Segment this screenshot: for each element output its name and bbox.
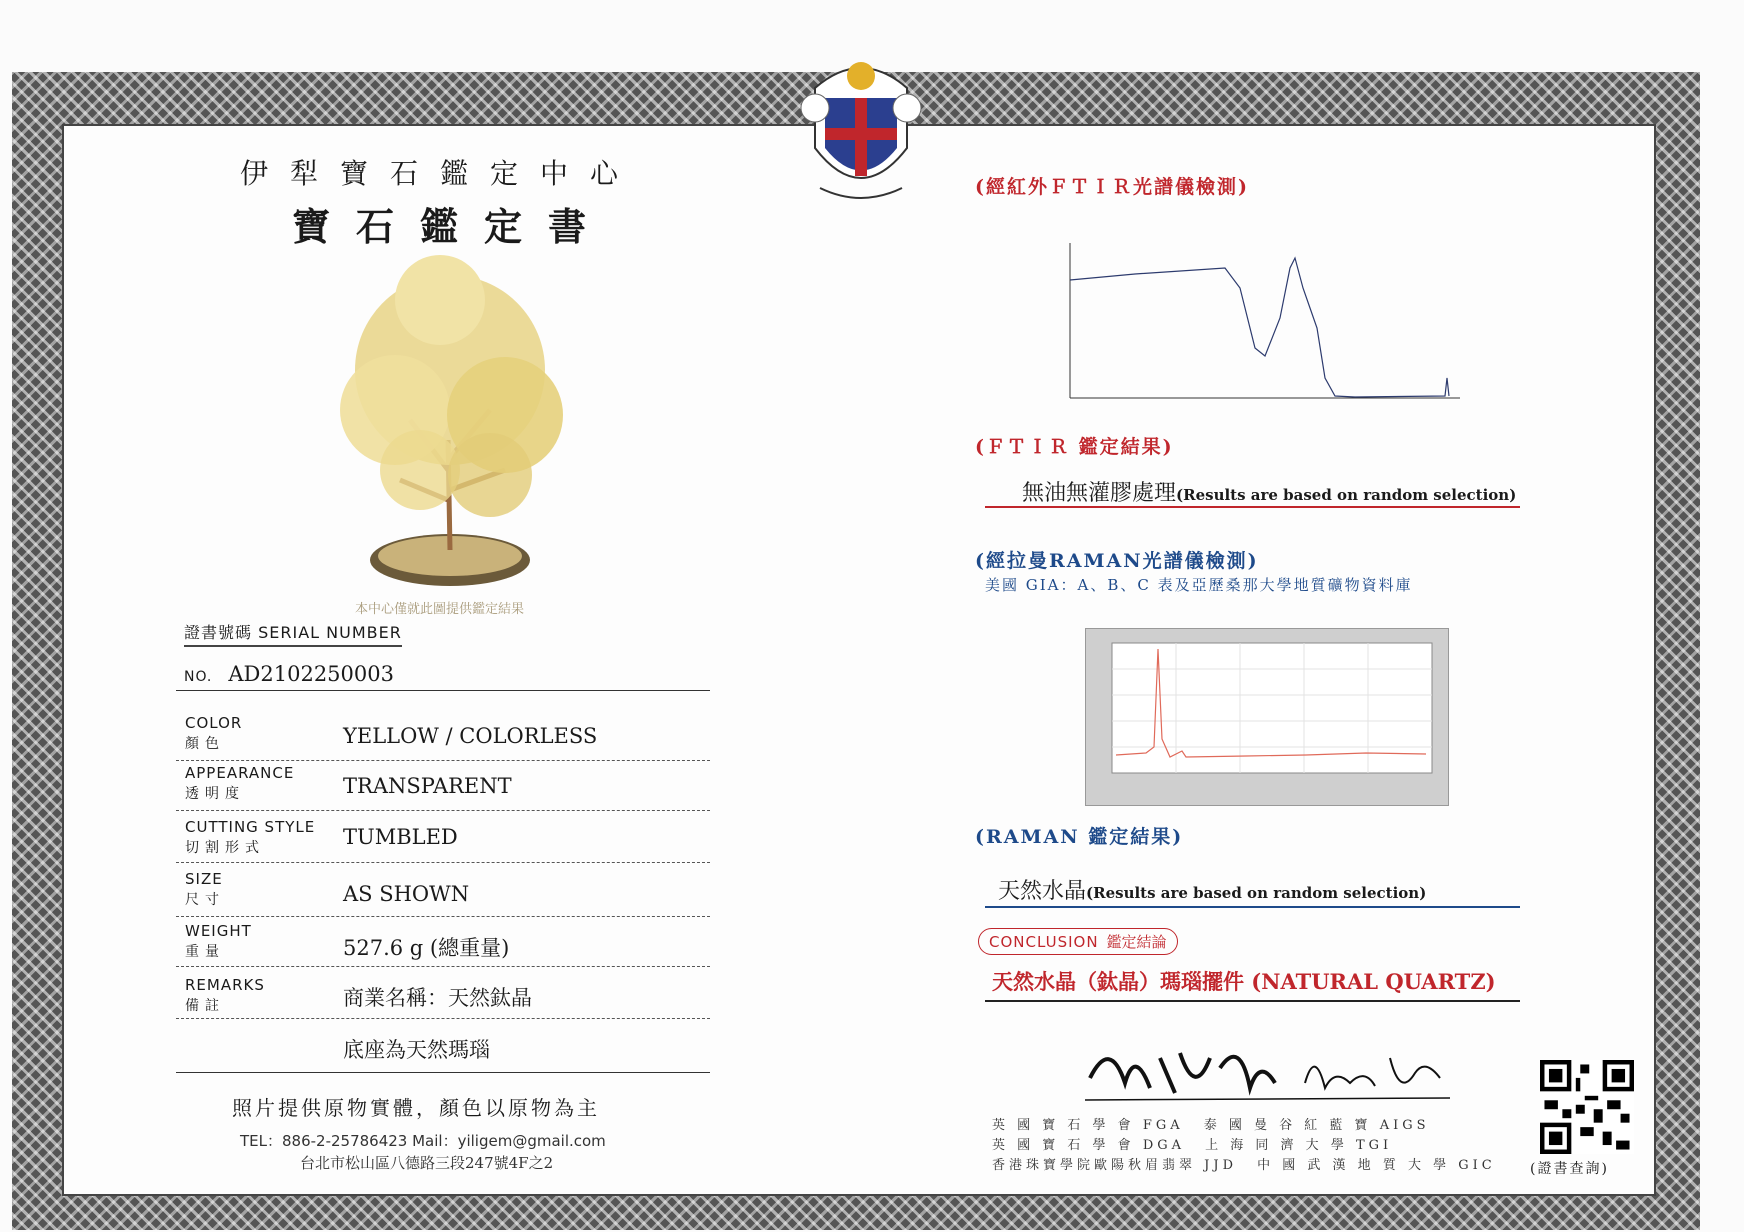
serial-value: AD2102250003 [228, 662, 394, 686]
ftir-result-note: (Results are based on random selection) [1176, 486, 1517, 504]
field-label-en: REMARKS [185, 976, 265, 994]
ftir-result-underline [985, 506, 1520, 508]
field-value: TUMBLED [343, 825, 458, 849]
conclusion-label-en: CONCLUSION [989, 933, 1099, 951]
photo-note: 照片提供原物實體，顏色以原物為主 [232, 1096, 600, 1120]
conclusion-label-zh: 鑑定結論 [1106, 933, 1167, 951]
serial-label: 證書號碼 SERIAL NUMBER [184, 620, 402, 647]
ftir-result-heading: (ＦＴＩＲ 鑑定結果) [975, 436, 1174, 458]
field-value: 商業名稱：天然鈦晶 [343, 986, 532, 1010]
field-label-zh: 顏色 [185, 736, 225, 752]
raman-result-underline [985, 906, 1520, 908]
ftir-heading: (經紅外ＦＴＩＲ光譜儀檢測) [975, 176, 1249, 198]
field-label-en: WEIGHT [185, 922, 252, 940]
field-value: YELLOW / COLORLESS [343, 724, 598, 748]
raman-result [998, 874, 1426, 905]
photo-caption: 本中心僅就此圖提供鑑定結果 [355, 602, 525, 617]
field-label-zh: 重量 [185, 944, 225, 960]
field-value: TRANSPARENT [343, 774, 512, 798]
field-label-en: APPEARANCE [185, 764, 295, 782]
divider [176, 760, 710, 761]
conclusion-value: 天然水晶（鈦晶）瑪瑙擺件 (NATURAL QUARTZ) [992, 969, 1496, 994]
raman-result-heading: (RAMAN 鑑定結果) [975, 826, 1184, 848]
field-label-zh: 備註 [185, 998, 225, 1014]
raman-result-note: (Results are based on random selection) [1086, 884, 1427, 902]
field-label-zh: 切割形式 [185, 840, 265, 856]
center-name: 伊犁寶石鑑定中心 [240, 157, 641, 190]
raman-spectrum-graph [1085, 628, 1449, 806]
qr-code[interactable] [1540, 1060, 1634, 1154]
raman-result-value: 天然水晶 [998, 879, 1087, 904]
field-value: 527.6 g (總重量) [343, 936, 510, 960]
divider [176, 862, 710, 863]
credentials-list [992, 1116, 1496, 1176]
credential-code: FGA [1142, 1118, 1184, 1133]
credential-right: 中 國 武 漢 地 質 大 學 [1257, 1158, 1451, 1173]
gemstone-tree-photo [300, 240, 600, 600]
ftir-spectrum-graph [1055, 238, 1465, 410]
credential-rcode: GIC [1458, 1158, 1496, 1173]
divider [176, 966, 710, 967]
address: 台北市松山區八德路三段247號4F之2 [300, 1154, 554, 1172]
credential-rcode: AIGS [1379, 1118, 1430, 1133]
divider [176, 1018, 710, 1019]
crest-logo [795, 48, 927, 210]
divider [176, 810, 710, 811]
credential-right: 上 海 同 濟 大 學 [1205, 1138, 1348, 1153]
credential-left: 香港珠寶學院歐陽秋眉翡翠 [992, 1158, 1197, 1173]
credential-left: 英 國 寶 石 學 會 [992, 1138, 1135, 1153]
conclusion-underline [985, 1000, 1520, 1002]
raman-sub: 美國 GIA：A、B、C 表及亞歷桑那大學地質礦物資料庫 [985, 576, 1413, 594]
credential-row [992, 1156, 1496, 1176]
no-label: NO. [184, 669, 213, 685]
field-label-zh: 透明度 [185, 786, 245, 802]
field-label-zh: 尺寸 [185, 892, 225, 908]
divider [176, 1072, 710, 1073]
credential-right: 泰 國 曼 谷 紅 藍 寶 [1203, 1118, 1372, 1133]
credential-row [992, 1116, 1496, 1136]
conclusion-label [978, 928, 1178, 955]
credential-code: JJD [1204, 1158, 1238, 1173]
credential-rcode: TGI [1355, 1138, 1393, 1153]
qr-label: (證書查詢) [1530, 1161, 1609, 1177]
ftir-result [1022, 476, 1516, 507]
field-value: AS SHOWN [343, 882, 470, 906]
remarks-extra: 底座為天然瑪瑙 [343, 1038, 490, 1062]
divider [176, 916, 710, 917]
handwritten-signature [1080, 1028, 1460, 1108]
serial-number [184, 662, 394, 686]
ftir-result-value: 無油無灌膠處理 [1022, 481, 1177, 506]
field-label-en: CUTTING STYLE [185, 818, 316, 836]
field-label-en: SIZE [185, 870, 223, 888]
credential-code: DGA [1142, 1138, 1186, 1153]
credential-left: 英 國 寶 石 學 會 [992, 1118, 1135, 1133]
contact-info: TEL：886-2-25786423 Mail：yiligem@gmail.com [240, 1132, 606, 1150]
raman-heading: (經拉曼RAMAN光譜儀檢測) [975, 550, 1259, 572]
divider [176, 690, 710, 691]
field-label-en: COLOR [185, 714, 243, 732]
document-title: 寶石鑑定書 [292, 204, 613, 249]
credential-row [992, 1136, 1496, 1156]
